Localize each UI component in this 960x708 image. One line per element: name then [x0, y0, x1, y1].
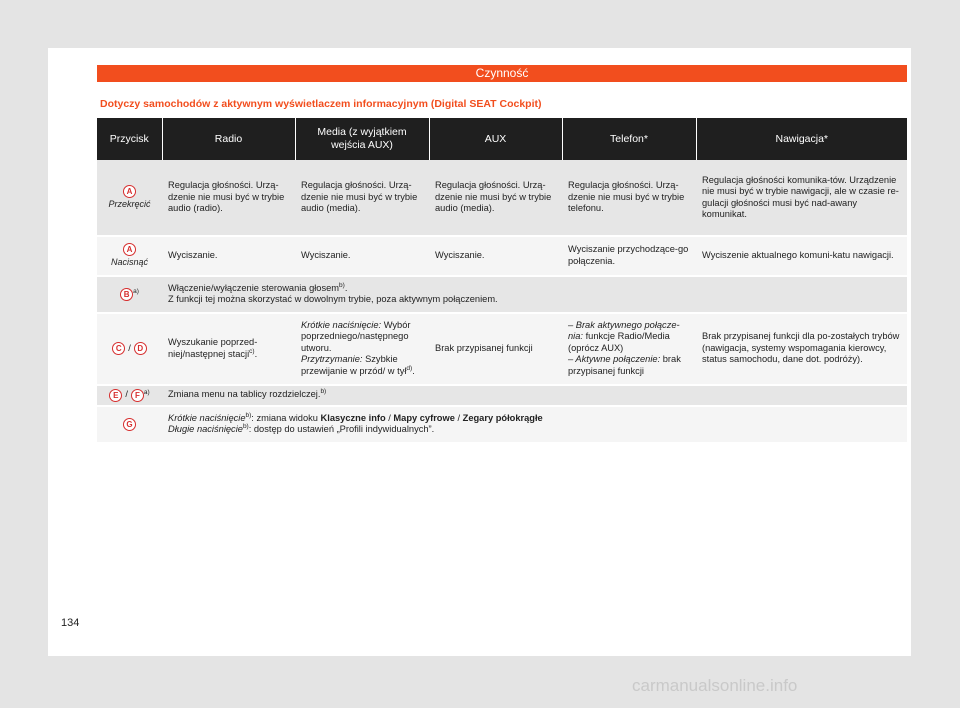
navigation-cell: Regulacja głośności komunika-tów. Urządzenie nie musi być w trybie nawigacji, ale w czasie re-gulacji głośności musi być nad-awany komunikat. [696, 160, 907, 236]
button-g-icon: G [123, 418, 136, 431]
button-cell [97, 276, 162, 313]
manual-page [48, 48, 911, 656]
table-row [97, 406, 907, 443]
hold-text: Szybkie przewijanie w przód/ w tył [301, 354, 407, 376]
no-call-text: funkcje Radio/Media (oprócz AUX) [568, 331, 670, 353]
media-cell [295, 313, 429, 385]
aux-cell: Regulacja głośności. Urzą-dzenie nie musi być w trybie audio (media). [429, 160, 562, 236]
merged-description-cell [162, 385, 907, 406]
section-title: Czynność [97, 65, 907, 82]
column-header-navigation: Nawigacja* [696, 118, 907, 160]
merged-description-cell [162, 276, 907, 313]
menu-change-text: Zmiana menu na tablicy rozdzielczej. [168, 389, 321, 400]
phone-cell: Regulacja głośności. Urzą-dzenie nie musi być w trybie telefonu. [562, 160, 696, 236]
navigation-cell: Brak przypisanej funkcji dla po-zostałych trybów (nawigacja, systemy wspomagania kierowcy, status samochodu, dane dot. podróży). [696, 313, 907, 385]
media-cell: Regulacja głośności. Urzą-dzenie nie musi być w trybie audio (media). [295, 160, 429, 236]
footnote-marker: d) [406, 364, 413, 372]
column-header-media: Media (z wyjątkiem wejścia AUX) [295, 118, 429, 160]
no-call-label: – Brak aktywnego połącze-nia: [568, 319, 680, 342]
radio-cell: Wyciszanie. [162, 236, 295, 276]
view-option-classic: Klasyczne info [320, 412, 386, 423]
button-cell [97, 385, 162, 406]
profiles-text: : dostęp do ustawień „Profili indywidualnych”. [248, 424, 435, 434]
phone-cell [562, 313, 696, 385]
table-header-row [97, 118, 907, 160]
button-c-icon: C [112, 342, 125, 355]
radio-text: Wyszukanie poprzed-niej/następnej stacji [168, 337, 258, 359]
voice-control-note: Z funkcji tej można skorzystać w dowolnym trybie, poza aktywnym połączeniem. [168, 294, 498, 304]
footnote-marker: b) [339, 281, 345, 289]
button-cell [97, 160, 162, 236]
separator: / [385, 412, 394, 423]
separator: / [454, 412, 463, 423]
footnote-marker: b) [242, 422, 249, 430]
table-row [97, 236, 907, 276]
button-action-label: Nacisnąć [110, 257, 148, 267]
media-cell: Wyciszanie. [295, 236, 429, 276]
function-table [97, 118, 907, 444]
button-e-icon: E [109, 389, 122, 402]
table-row [97, 385, 907, 406]
short-press-label: Krótkie naciśnięcie [168, 412, 246, 423]
table-caption: Dotyczy samochodów z aktywnym wyświetlaczem informacyjnym (Digital SEAT Cockpit) [100, 98, 542, 110]
aux-cell: Brak przypisanej funkcji [429, 313, 562, 385]
punctuation: . [254, 348, 258, 359]
radio-cell: Regulacja głośności. Urzą-dzenie nie musi być w trybie audio (radio). [162, 160, 295, 236]
column-header-aux: AUX [429, 118, 562, 160]
punctuation: . [412, 365, 415, 376]
phone-cell: Wyciszanie przychodzące-go połączenia. [562, 236, 696, 276]
active-call-label: – Aktywne połączenie: [568, 354, 661, 365]
footnote-marker: c) [249, 347, 255, 355]
column-header-radio: Radio [162, 118, 295, 160]
radio-cell [162, 313, 295, 385]
button-cell [97, 236, 162, 276]
footnote-marker: a) [133, 287, 139, 295]
button-d-icon: D [134, 342, 147, 355]
column-header-phone: Telefon* [562, 118, 696, 160]
button-action-label: Przekręcić [108, 198, 151, 209]
active-call-text: brak przypisanej funkcji [568, 354, 681, 376]
watermark-text: carmanualsonline.info [632, 676, 798, 695]
button-a-icon: A [123, 185, 136, 198]
long-press-label: Długie naciśnięcie [168, 424, 243, 434]
footnote-marker: b) [320, 388, 327, 396]
aux-cell: Wyciszanie. [429, 236, 562, 276]
voice-control-text: Włączenie/wyłączenie sterowania głosem [168, 282, 340, 293]
table-row [97, 276, 907, 313]
view-option-maps: Mapy cyfrowe [393, 412, 455, 423]
separator: / [128, 342, 131, 353]
table-row [97, 313, 907, 385]
button-b-icon: B [120, 288, 133, 301]
button-a-icon: A [123, 243, 136, 256]
navigation-cell: Wyciszenie aktualnego komuni-katu nawigacji. [696, 236, 907, 276]
hold-label: Przytrzymanie: [301, 354, 363, 365]
short-press-label: Krótkie naciśnięcie: [301, 319, 382, 330]
footnote-marker: b) [245, 411, 252, 419]
separator: / [125, 389, 128, 400]
punctuation: . [344, 282, 348, 293]
short-press-text: Wybór poprzedniego/następnego utworu. [301, 319, 411, 353]
button-cell [97, 406, 162, 443]
view-change-text: : zmiana widoku [251, 412, 321, 423]
page-number: 134 [61, 617, 80, 629]
table-row [97, 160, 907, 236]
merged-description-cell [162, 406, 907, 443]
footnote-marker: a) [143, 388, 150, 396]
button-f-icon: F [131, 389, 144, 402]
column-header-button: Przycisk [97, 118, 162, 160]
view-option-gauges: Zegary półokrągłe [462, 412, 543, 423]
button-cell [97, 313, 162, 385]
